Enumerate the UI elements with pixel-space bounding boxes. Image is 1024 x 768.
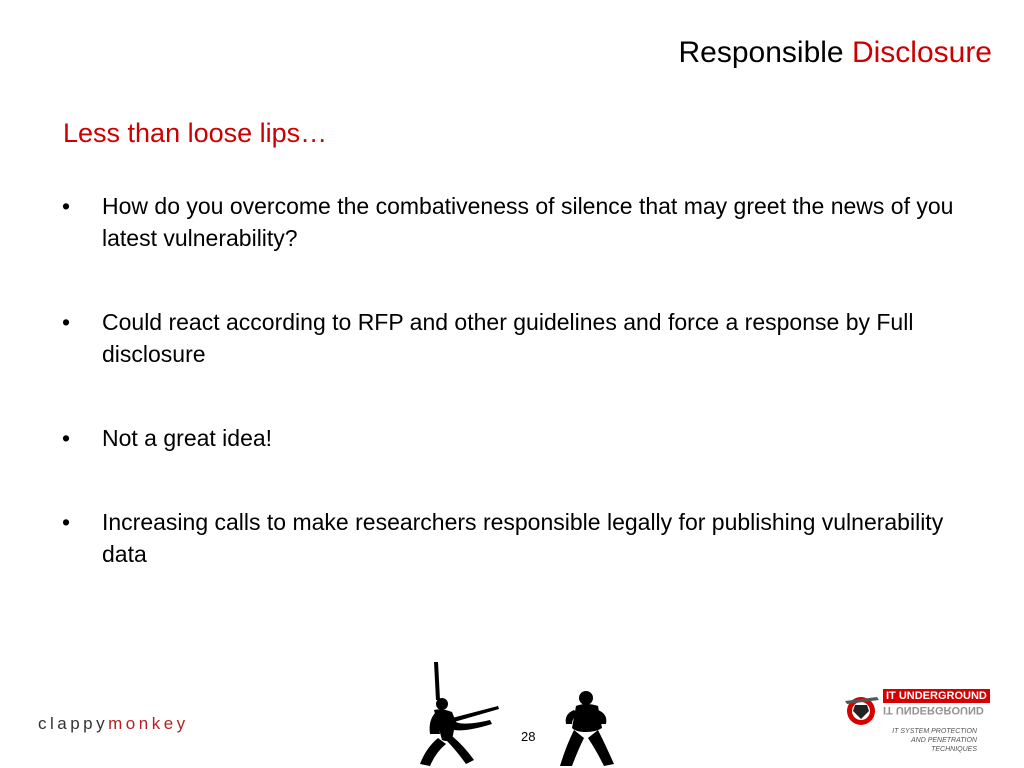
slide-subtitle: Less than loose lips… [63, 118, 328, 148]
bullet-item [62, 422, 962, 454]
bullet-marker: • [62, 309, 71, 335]
bullet-text: Increasing calls to make researchers responsible legally for publishing vulnerability data [102, 509, 944, 567]
it-underground-logo [843, 687, 993, 753]
slide-title [679, 36, 992, 70]
page-number: 28 [521, 729, 536, 744]
logo-tagline: IT SYSTEM PROTECTION AND PENETRATION TECHNIQUES [892, 728, 977, 753]
bullet-text: Could react according to RFP and other guidelines and force a response by Full disclosure [102, 309, 914, 367]
brand-part2: monkey [108, 714, 189, 733]
bullet-marker: • [62, 509, 71, 535]
bullet-item [62, 190, 962, 254]
bullet-item [62, 306, 962, 370]
title-accent: Disclosure [851, 36, 992, 69]
logo-name: IT UNDERGROUND [883, 689, 990, 703]
bullet-text: How do you overcome the combativeness of silence that may greet the news of you latest vulnerability? [102, 193, 954, 251]
bullet-marker: • [62, 425, 71, 451]
footer-brand [38, 714, 189, 734]
bullet-marker: • [62, 193, 71, 219]
bullet-text: Not a great idea! [102, 425, 273, 451]
logo-name-reflection: IT UNDERGROUND [883, 704, 984, 716]
samurai-silhouette-icon [556, 688, 616, 768]
bullet-list [62, 190, 962, 622]
brand-part1: clappy [38, 714, 109, 733]
title-main: Responsible [678, 36, 852, 69]
it-underground-logo-icon [843, 691, 881, 727]
samurai-silhouette-icon [412, 660, 512, 768]
bullet-item [62, 506, 962, 570]
